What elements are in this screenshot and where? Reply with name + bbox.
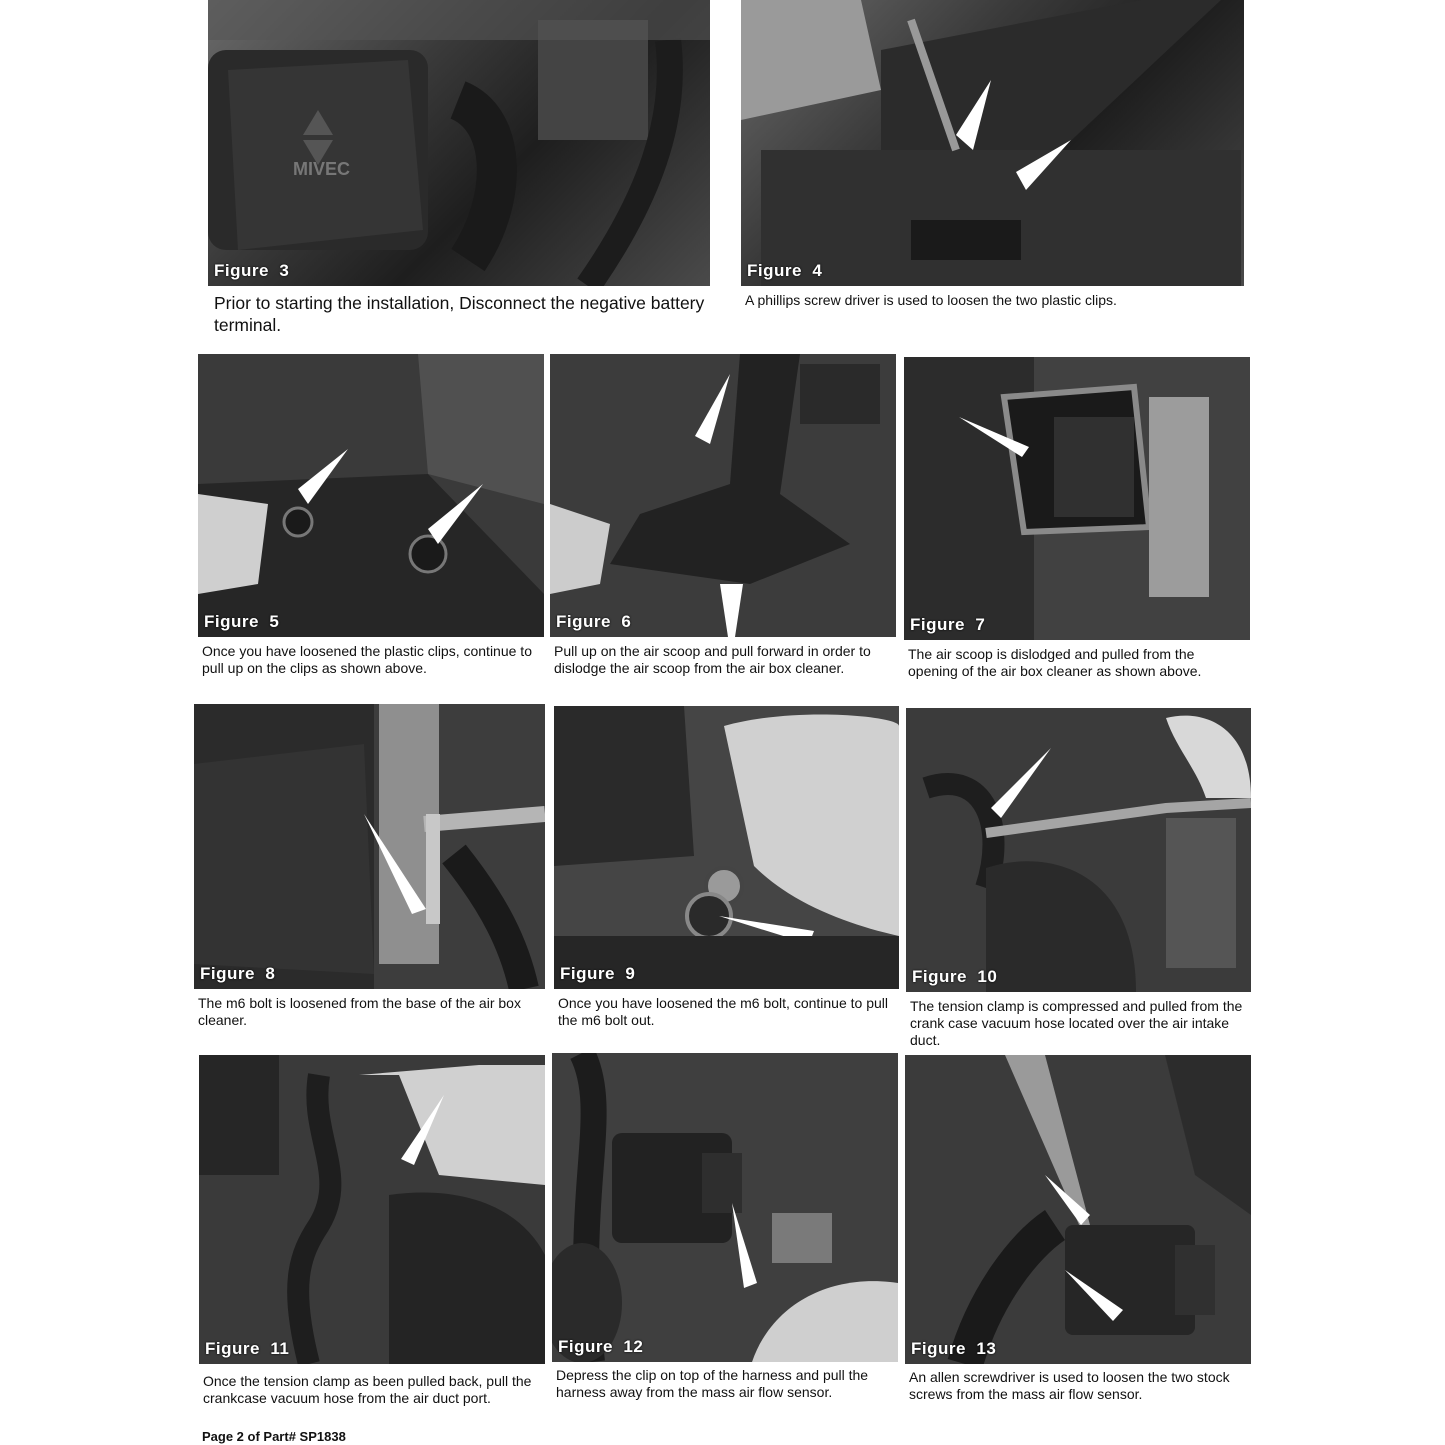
figure-11-photo <box>199 1055 545 1364</box>
plastic-clips-illustration <box>198 354 544 637</box>
figure-4-label: Figure 4 <box>747 261 823 280</box>
figure-13-label: Figure 13 <box>911 1339 997 1358</box>
page-footer: Page 2 of Part# SP1838 <box>202 1429 346 1444</box>
figure-11-caption: Once the tension clamp as been pulled back, pull the crankcase vacuum hose from the air duct port. <box>203 1373 532 1406</box>
figure-4-photo <box>741 0 1244 286</box>
air-scoop-illustration <box>550 354 896 637</box>
figure-5-photo <box>198 354 544 637</box>
figure-13-photo <box>905 1055 1251 1364</box>
figure-10-caption: The tension clamp is compressed and pulled from the crank case vacuum hose located over the air intake duct. <box>910 998 1243 1048</box>
figure-9-photo <box>554 706 899 989</box>
figure-7 <box>904 357 1250 687</box>
figure-10-label: Figure 10 <box>912 967 998 986</box>
figure-12 <box>552 1053 898 1403</box>
figure-4 <box>741 0 1244 320</box>
m6-bolt-illustration <box>554 706 899 989</box>
figure-7-photo <box>904 357 1250 640</box>
figure-11-label: Figure 11 <box>205 1339 290 1358</box>
figure-7-label: Figure 7 <box>910 615 986 634</box>
figure-5-label: Figure 5 <box>204 612 280 631</box>
figure-8-caption: The m6 bolt is loosened from the base of the air box cleaner. <box>198 995 521 1028</box>
figure-9 <box>554 706 899 1046</box>
figure-12-photo <box>552 1053 898 1362</box>
figure-8-label: Figure 8 <box>200 964 276 983</box>
tension-clamp-illustration <box>906 708 1251 992</box>
figure-6-caption: Pull up on the air scoop and pull forward in order to dislodge the air scoop from the air box cleaner. <box>554 643 871 676</box>
figure-13 <box>905 1055 1251 1405</box>
figure-10 <box>906 708 1251 1058</box>
figure-6 <box>550 354 896 684</box>
svg-text:MIVEC: MIVEC <box>293 159 351 179</box>
figure-3 <box>208 0 710 340</box>
figure-11 <box>199 1055 545 1405</box>
figure-12-caption: Depress the clip on top of the harness and pull the harness away from the mass air flow sensor. <box>556 1367 869 1400</box>
figure-4-caption: A phillips screw driver is used to loosen the two plastic clips. <box>745 292 1117 308</box>
ratchet-illustration <box>194 704 545 989</box>
figure-10-photo <box>906 708 1251 992</box>
air-box-opening-illustration <box>904 357 1250 640</box>
figure-7-caption: The air scoop is dislodged and pulled from the opening of the air box cleaner as shown above. <box>908 646 1202 679</box>
allen-screwdriver-illustration <box>905 1055 1251 1364</box>
figure-12-label: Figure 12 <box>558 1337 644 1356</box>
figure-8 <box>194 704 545 1044</box>
figure-8-photo <box>194 704 545 989</box>
maf-harness-illustration <box>552 1053 898 1362</box>
figure-13-caption: An allen screwdriver is used to loosen the two stock screws from the mass air flow sensor. <box>909 1369 1230 1402</box>
vacuum-hose-illustration <box>199 1055 545 1364</box>
figure-9-label: Figure 9 <box>560 964 636 983</box>
figure-9-caption: Once you have loosened the m6 bolt, continue to pull the m6 bolt out. <box>558 995 888 1028</box>
figure-5-caption: Once you have loosened the plastic clips, continue to pull up on the clips as shown above. <box>202 643 532 676</box>
figure-6-label: Figure 6 <box>556 612 632 631</box>
figure-5 <box>198 354 544 684</box>
figure-3-caption: Prior to starting the installation, Disconnect the negative battery terminal. <box>214 293 705 335</box>
figure-3-label: Figure 3 <box>214 261 290 280</box>
figure-3-photo <box>208 0 710 286</box>
figure-6-photo <box>550 354 896 637</box>
engine-cover-illustration <box>208 0 710 286</box>
screwdriver-illustration <box>741 0 1244 286</box>
